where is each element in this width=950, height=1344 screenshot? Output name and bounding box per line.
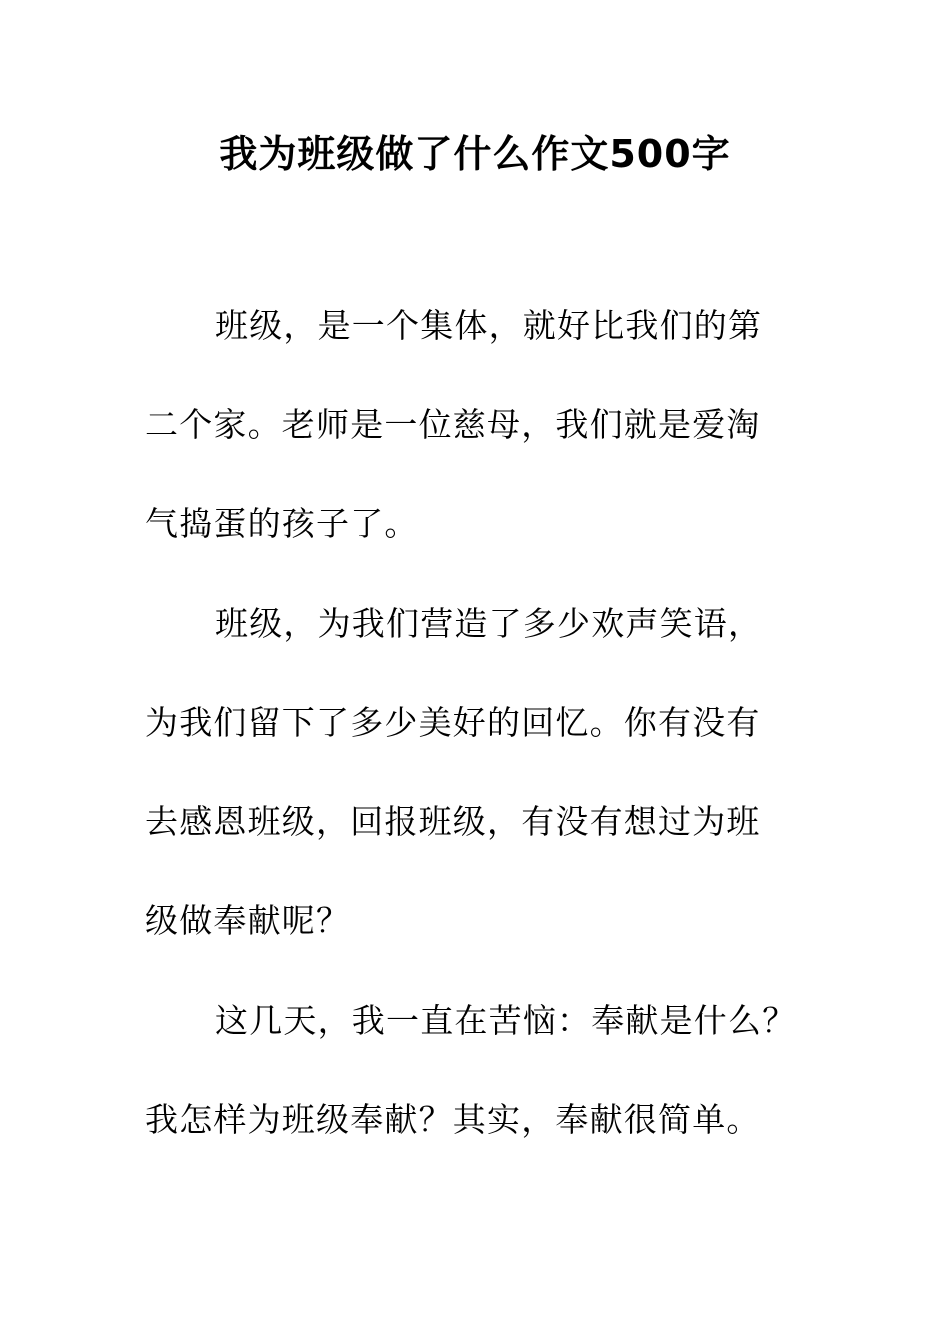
- paragraph-1-line-2: 二个家。老师是一位慈母，我们就是爱淘: [145, 405, 761, 444]
- paragraph-1-line-1: 班级，是一个集体，就好比我们的第: [215, 306, 763, 345]
- paragraph-2-line-3: 去感恩班级，回报班级，有没有想过为班: [145, 802, 761, 841]
- paragraph-2-line-1: 班级，为我们营造了多少欢声笑语，: [215, 604, 763, 643]
- document-title: 我为班级做了什么作文500字: [219, 132, 731, 176]
- paragraph-1-line-3: 气捣蛋的孩子了。: [145, 504, 419, 543]
- paragraph-3-line-1: 这几天，我一直在苦恼：奉献是什么？: [215, 1001, 797, 1040]
- paragraph-3-line-2: 我怎样为班级奉献？其实，奉献很简单。: [145, 1100, 761, 1139]
- paragraph-2-line-2: 为我们留下了多少美好的回忆。你有没有: [145, 703, 761, 742]
- paragraph-2-line-4: 级做奉献呢？: [145, 901, 351, 940]
